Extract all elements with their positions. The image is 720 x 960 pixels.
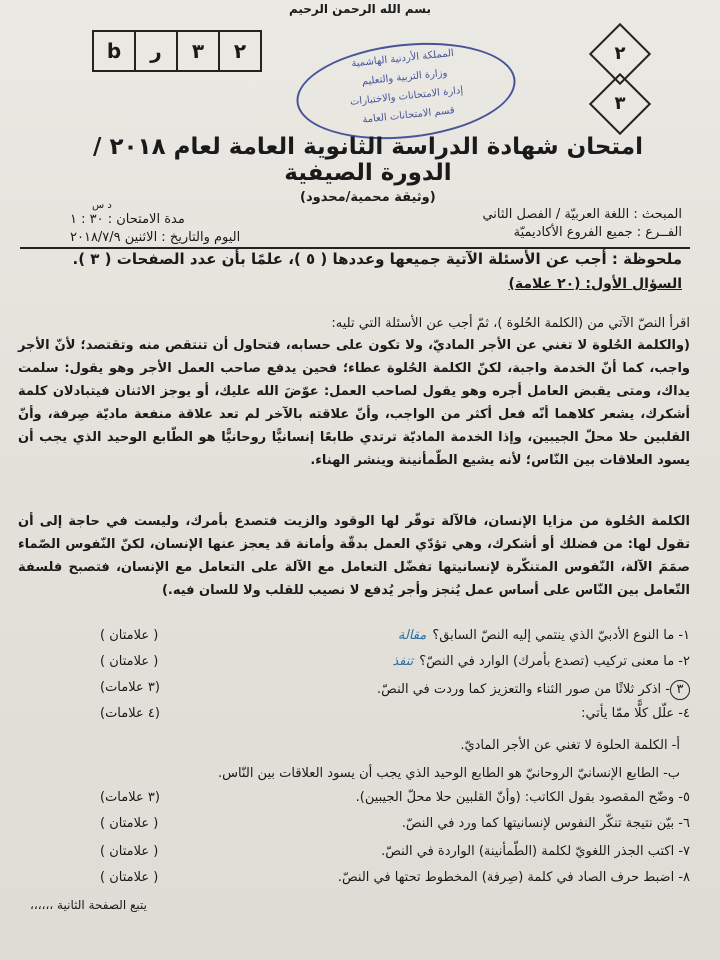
question-marks: (٣ علامات) bbox=[100, 680, 160, 695]
question-marks: ( علامتان ) bbox=[100, 844, 159, 859]
basmala: بسم الله الرحمن الرحيم bbox=[288, 2, 432, 16]
question-marks: ( علامتان ) bbox=[100, 654, 159, 669]
question-item bbox=[18, 654, 690, 678]
question-item bbox=[18, 628, 690, 652]
page-diamonds bbox=[578, 24, 658, 124]
question-item bbox=[18, 790, 690, 814]
page-box: b bbox=[92, 30, 136, 72]
ministry-stamp: المملكة الأردنية الهاشمية وزارة التربية والتعليم إدارة الامتحانات والاختبارات قسم الامتحانات العامة bbox=[292, 33, 521, 149]
circled-number: ٣ bbox=[670, 680, 690, 700]
question-item bbox=[18, 680, 690, 704]
question-marks: (٤ علامات) bbox=[100, 706, 160, 721]
page-box: ر bbox=[134, 30, 178, 72]
question-text: ب- الطابع الإنسانيّ الروحانيّ هو الطابع الوحيد الذي يجب أن يسود العلاقات بين النّاس. bbox=[217, 766, 680, 781]
passage-paragraph-1: (والكلمة الحُلوة لا تغني عن الأجر الماديّ، ولا تكون على حسابه، فتحاول أن تنتقص منه وتقتصد؛ لأنّ الأجر واجب، كما أنّ الخدمة واجبة، لكنّ الكلمة الحُلوة عطاء؛ فحين يدفع صاحب العمل الأجر وهو يقول: سلمت يداك، ومتى يقبض العامل أجره وهو يقول لصاحب العمل: عوّضَ الله عليك، أو يوجز الاثنان فيتبادلان كلمة أشكرك، يشعر كلاهما أنّه فعل أكثر من الواجب، وأنّ علاقته بالآخر لم تعد علاقة منفعة ماديّة صِرفة، وأنّ القلبين حلا محلّ الجيبين، وإذا الخدمة الماديّة ترتدي طابعًا إنسانيًّا روحانيًّا هو الطّابع الوحيد الذي يجب أن يسود العلاقات بين النّاس؛ لأنه يشيع الطّمأنينة وينشر الهناء. bbox=[18, 338, 690, 468]
question-item bbox=[18, 870, 690, 894]
exam-duration: مدة الامتحان : ٣٠ : ١ bbox=[70, 212, 185, 227]
question-text: ٦- بيّن نتيجة تنكّر النفوس لإنسانيتها كما ورد في النصّ. bbox=[401, 816, 690, 831]
classification: (وثيقة محمية/محدود) bbox=[300, 190, 436, 205]
question-text: ٥- وضّح المقصود بقول الكاتب: (وأنّ القلبين حلا محلّ الجيبين). bbox=[355, 790, 690, 805]
question-1-heading: السؤال الأول: (٢٠ علامة) bbox=[508, 276, 682, 292]
passage-paragraph-2: الكلمة الحُلوة من مزايا الإنسان، فالآلة توفّر لها الوقود والزيت فتصدع بأمرك، وليست في حاجة إلى أن تقول لها: من فضلك أو أشكرك، وهي تؤدّي العمل بدقّة وأمانة قد يعجز عنها الإنسان، لكنّ النّفوس الصّماء صمَمَ الآلة، النّفوس المتنكّرة لإنسانيتها تفضّل التعامل مع الآلة على التعامل مع الإنسان، فتصبح فلسفة التّعامل بين النّاس على أساس عمل يُنجز وأجر يُدفع لا نصيب للقلب ولا للسان فيه.) bbox=[18, 514, 690, 598]
question-text: أ- الكلمة الحلوة لا تغني عن الأجر الماديّ. bbox=[460, 738, 680, 753]
exam-note: ملحوظة : أجب عن الأسئلة الآتية جميعها وعددها ( ٥ )، علمًا بأن عدد الصفحات ( ٣ ). bbox=[72, 250, 682, 268]
question-marks: ( علامتان ) bbox=[100, 816, 159, 831]
question-item bbox=[18, 816, 690, 840]
continue-note: يتبع الصفحة الثانية ،،،،،، bbox=[30, 898, 147, 912]
question-marks: ( علامتان ) bbox=[100, 628, 159, 643]
page-box: ٣ bbox=[176, 30, 220, 72]
subject-line: المبحث : اللغة العربيّة / الفصل الثاني bbox=[482, 207, 682, 222]
question-item bbox=[18, 706, 690, 730]
page-box: ٢ bbox=[218, 30, 262, 72]
page-diamond: ٢ bbox=[589, 23, 651, 85]
question-item bbox=[18, 738, 690, 762]
exam-date: اليوم والتاريخ : الاثنين ٢٠١٨/٧/٩ bbox=[70, 230, 241, 245]
handwritten-answer: مقالة bbox=[397, 628, 427, 643]
question-text: ٣- اذكر ثلاثًا من صور الثناء والتعزيز كما وردت في النصّ. bbox=[377, 680, 690, 700]
exam-title: امتحان شهادة الدراسة الثانوية العامة لعام ٢٠١٨ / الدورة الصيفية bbox=[93, 134, 643, 186]
page-number-boxes bbox=[92, 30, 260, 72]
question-marks: ( علامتان ) bbox=[100, 870, 159, 885]
branch-line: الفــرع : جميع الفروع الأكاديميّة bbox=[513, 225, 682, 240]
duration-units: د س bbox=[92, 200, 112, 211]
question-text: ٢- ما معنى تركيب (تصدع بأمرك) الوارد في النصّ؟تنفذ bbox=[392, 654, 690, 669]
handwritten-answer: تنفذ bbox=[392, 654, 414, 669]
page-diamond: ٣ bbox=[589, 73, 651, 135]
question-text: ٨- اضبط حرف الصاد في كلمة (صِرفة) المخطوط تحتها في النصّ. bbox=[337, 870, 690, 885]
question-item bbox=[18, 844, 690, 868]
question-text: ٤- علّل كلًّا ممّا يأتي: bbox=[581, 706, 690, 721]
passage-intro: اقرأ النصّ الآتي من (الكلمة الحُلوة )، ثمّ أجب عن الأسئلة التي تليه: bbox=[331, 316, 690, 331]
question-text: ٧- اكتب الجذر اللغويّ لكلمة (الطّمأنينة) الواردة في النصّ. bbox=[381, 844, 690, 859]
divider bbox=[20, 247, 690, 249]
question-marks: (٣ علامات) bbox=[100, 790, 160, 805]
question-item bbox=[18, 766, 690, 790]
question-text: ١- ما النوع الأدبيّ الذي ينتمي إليه النصّ السابق؟مقالة bbox=[397, 628, 690, 643]
